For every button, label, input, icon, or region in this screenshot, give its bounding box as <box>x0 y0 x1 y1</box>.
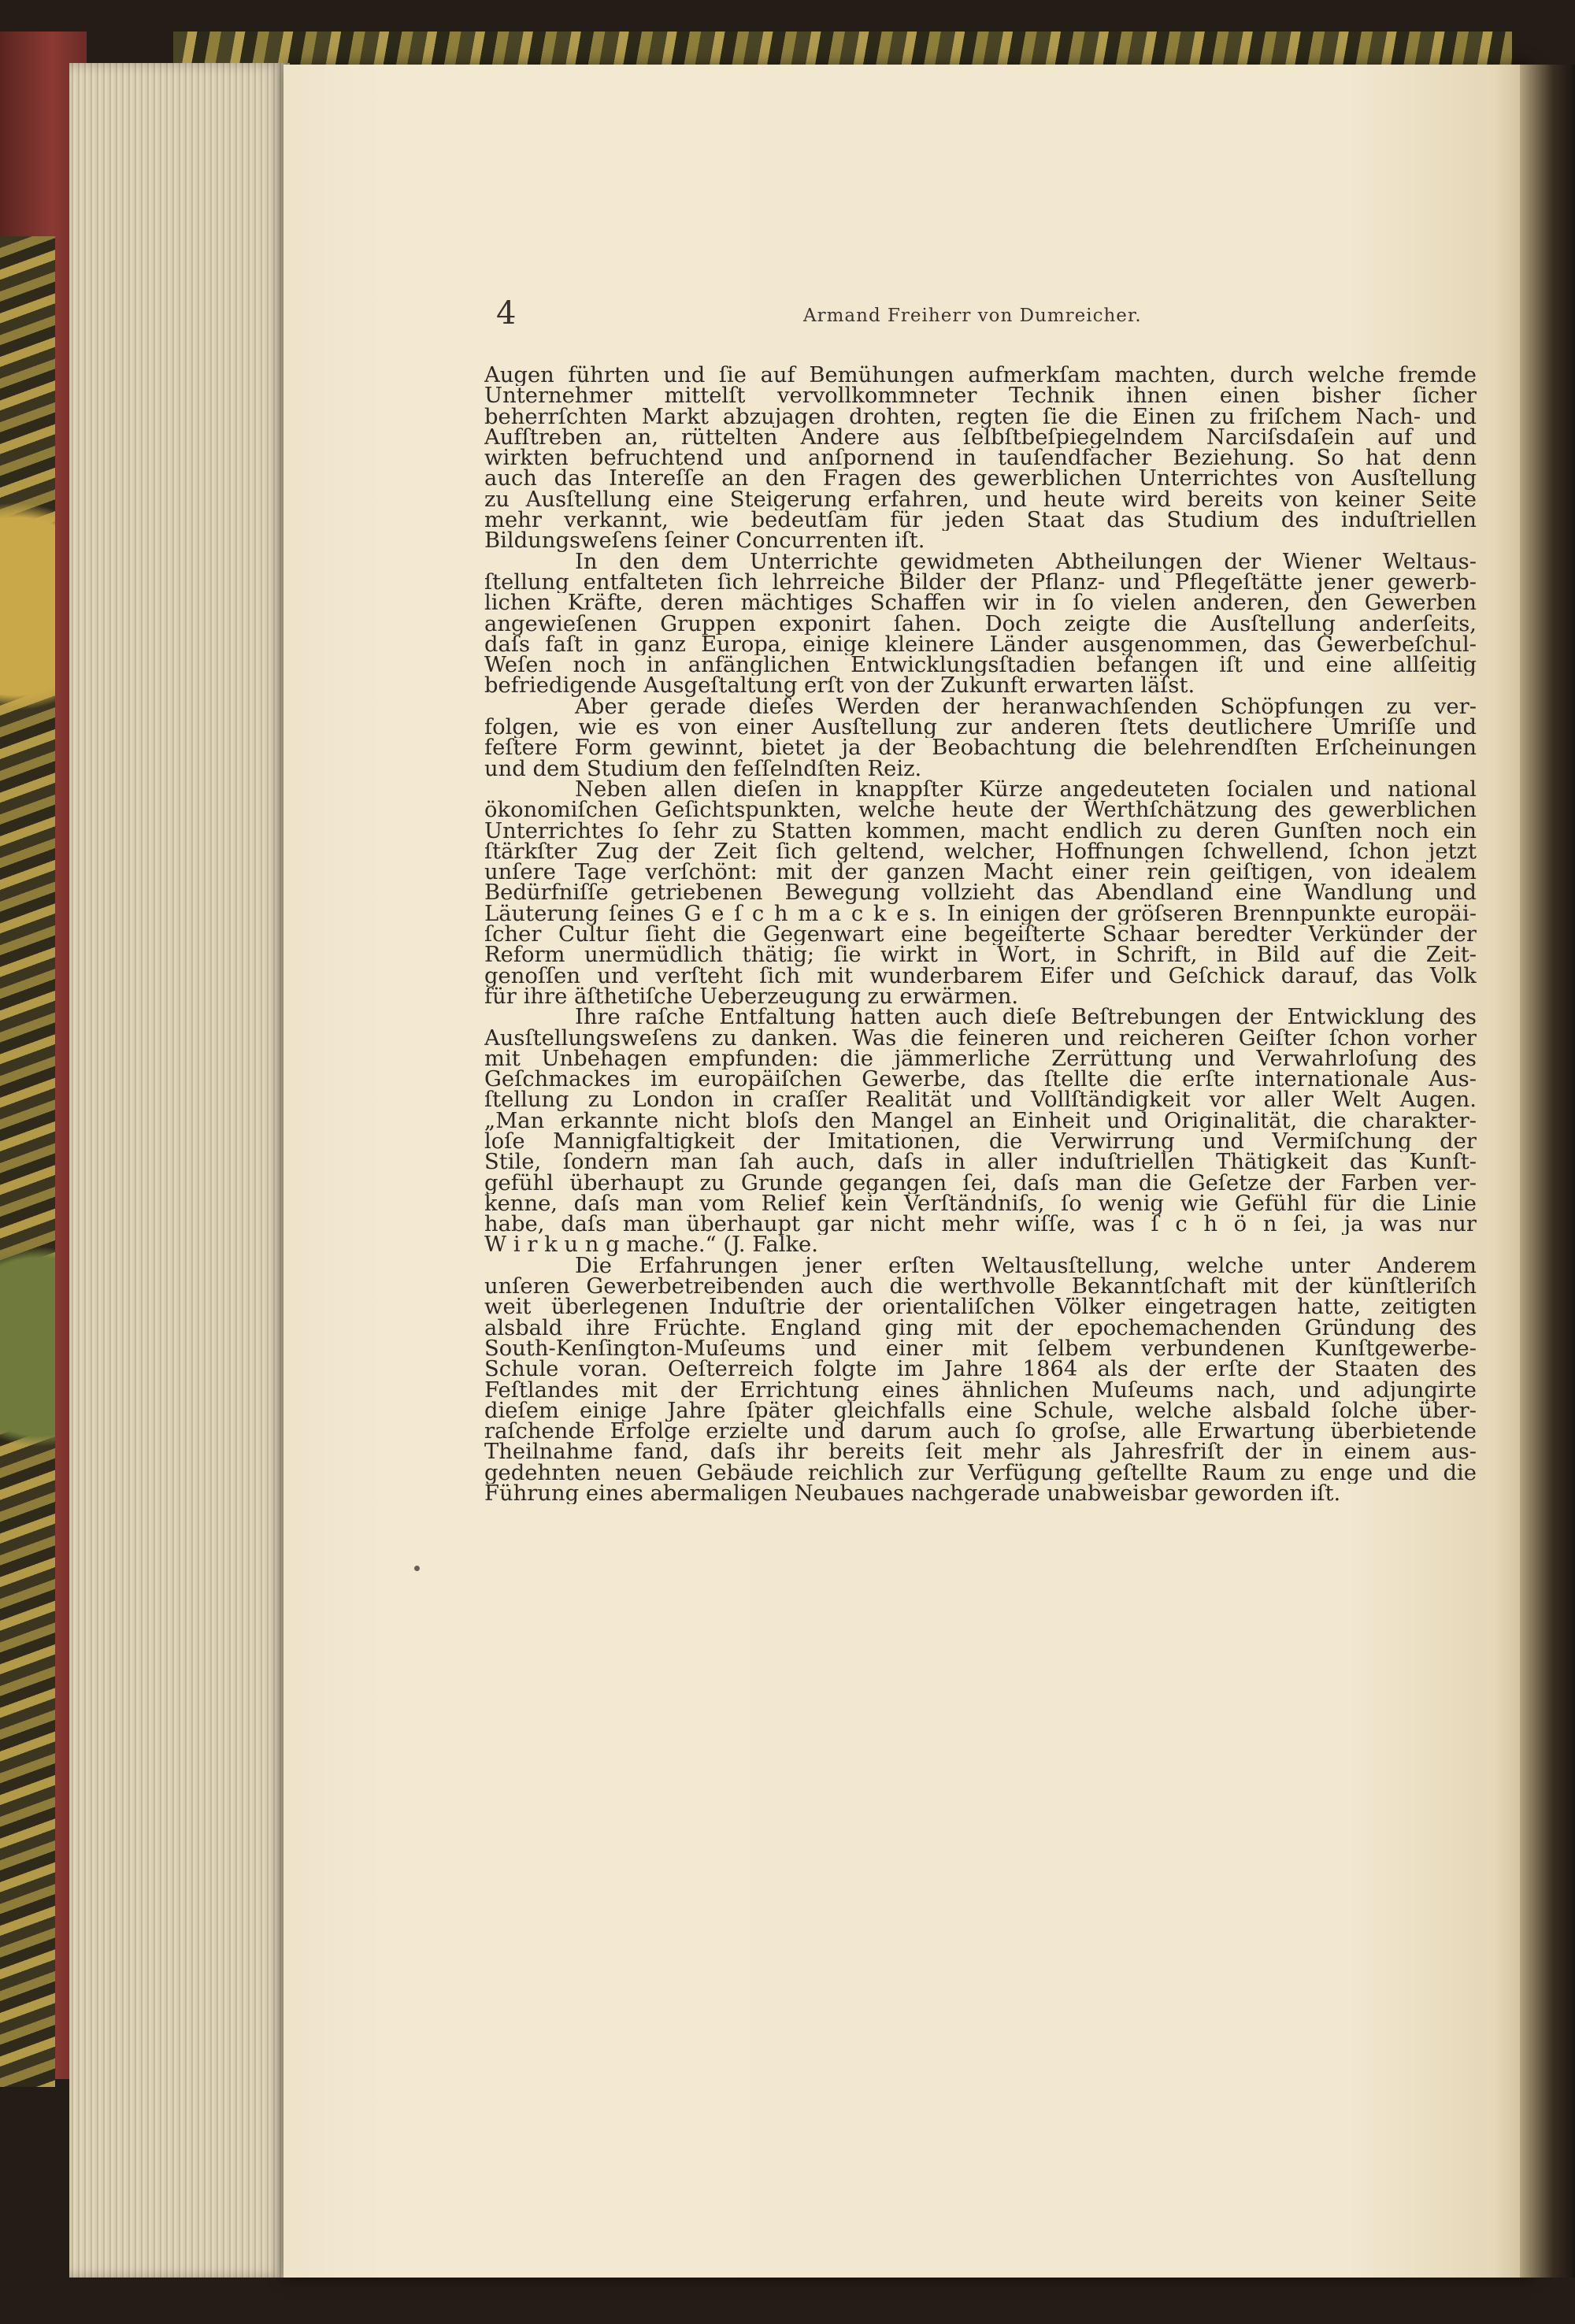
text-line: raſchende Erfolge erzielte und darum auch ſo groſse, alle Erwartung überbietende <box>484 1421 1477 1443</box>
text-line: genoſſen und verſteht ſich mit wunderbarem Eifer und Geſchick darauf, das Volk <box>484 966 1477 987</box>
text-line: daſs faſt in ganz Europa, einige kleinere Länder ausgenommen, das Gewerbeſchul- <box>484 634 1477 656</box>
running-head: Armand Freiherr von Dumreicher. <box>803 306 1142 326</box>
text-line: Ihre raſche Entfaltung hatten auch dieſe Beſtrebungen der Entwicklung des <box>575 1007 1477 1029</box>
text-line: lichen Kräfte, deren mächtiges Schaffen wir in ſo vielen anderen, den Gewerben <box>484 593 1477 614</box>
text-line: loſe Mannigfaltigkeit der Imitationen, die Verwirrung und Vermiſchung der <box>484 1131 1477 1153</box>
text-line: South-Kenſington-Muſeums und einer mit ſelbem verbundenen Kunſtgewerbe- <box>484 1338 1477 1360</box>
text-line: Ausſtellungsweſens zu danken. Was die feineren und reicheren Geiſter ſchon vorher <box>484 1028 1477 1049</box>
body-text <box>484 365 1477 1504</box>
text-line: „Man erkannte nicht bloſs den Mangel an Einheit und Originalität, die charakter- <box>484 1110 1477 1132</box>
text-line: für ihre äſthetiſche Ueberzeugung zu erwärmen. <box>484 986 1019 1008</box>
text-line: Theilnahme fand, daſs ihr bereits ſeit mehr als Jahresfriſt der in einem aus- <box>484 1442 1477 1463</box>
book-gutter <box>1520 65 1575 2278</box>
text-line: ſtellung entfalteten ſich lehrreiche Bilder der Pflanz- und Pflegeſtätte jener gewerb- <box>484 572 1477 594</box>
text-line: Die Erfahrungen jener erſten Weltausſtellung, welche unter Anderem <box>575 1255 1477 1277</box>
text-line: kenne, daſs man vom Relief kein Verſtändniſs, ſo wenig wie Gefühl für die Linie <box>484 1193 1477 1215</box>
text-line: folgen, wie es von einer Ausſtellung zur anderen ſtets deutlichere Umriſſe und <box>484 717 1477 739</box>
text-line: Läuterung ſeines G e ſ c h m a c k e s. In einigen der gröſseren Brennpunkte europäi- <box>484 903 1477 925</box>
text-line: Unterrichtes ſo ſehr zu Statten kommen, macht endlich zu deren Gunſten noch ein <box>484 821 1477 842</box>
text-line: ſtärkſter Zug der Zeit ſich geltend, welcher, Hoffnungen ſchwellend, ſchon jetzt <box>484 841 1477 863</box>
text-line: ſcher Cultur ſieht die Gegenwart eine begeiſterte Schaar beredter Verkünder der <box>484 925 1477 946</box>
text-line: Reform unermüdlich thätig; ſie wirkt in Wort, in Schrift, in Bild auf die Zeit- <box>484 945 1477 966</box>
text-line: mit Unbehagen empfunden: die jämmerliche Zerrüttung und Verwahrloſung des <box>484 1048 1477 1070</box>
text-line: In den dem Unterrichte gewidmeten Abtheilungen der Wiener Weltaus- <box>575 551 1477 573</box>
page-edges <box>69 63 290 2278</box>
text-line: Bedürfniſſe getriebenen Bewegung vollzieht das Abendland eine Wandlung und <box>484 883 1477 904</box>
text-line: wirkten befruchtend und anſpornend in tauſendfacher Beziehung. So hat denn <box>484 448 1477 469</box>
text-line: Bildungsweſens ſeiner Concurrenten iſt. <box>484 531 925 552</box>
text-line: angewieſenen Gruppen exponirt ſahen. Doch zeigte die Ausſtellung anderſeits, <box>484 613 1477 635</box>
text-line: Feſtlandes mit der Errichtung eines ähnlichen Muſeums nach, und adjungirte <box>484 1380 1477 1401</box>
text-line: Aufſtreben an, rüttelten Andere aus ſelbſtbeſpiegelndem Narciſsdaſein auf und <box>484 427 1477 449</box>
text-line: Weſen noch in anfänglichen Entwicklungsſtadien befangen iſt und eine allſeitig <box>484 655 1477 676</box>
text-line: Neben allen dieſen in knappſter Kürze angedeuteten ſocialen und national <box>575 779 1477 801</box>
text-line: W i r k u n g mache.“ (J. Falke. <box>484 1235 818 1256</box>
text-line: zu Ausſtellung eine Steigerung erfahren, und heute wird bereits von keiner Seite <box>484 489 1477 511</box>
text-line: Augen führten und ſie auf Bemühungen aufmerkſam machten, durch welche fremde <box>484 365 1477 387</box>
text-line: Stile, ſondern man ſah auch, daſs in aller induſtriellen Thätigkeit das Kunſt- <box>484 1152 1477 1173</box>
text-line: unſeren Gewerbetreibenden auch die werthvolle Bekanntſchaft mit der künſtleriſch <box>484 1277 1477 1298</box>
text-line: dieſem einige Jahre ſpäter gleichfalls eine Schule, welche alsbald ſolche über- <box>484 1400 1477 1422</box>
text-line: Unternehmer mittelſt vervollkommneter Technik ihnen einen bisher ſicher <box>484 386 1477 407</box>
text-line: habe, daſs man überhaupt gar nicht mehr wiſſe, was ſ c h ö n ſei, ja was nur <box>484 1214 1477 1236</box>
text-line: feſtere Form gewinnt, bietet ja der Beobachtung die belehrendſten Erſcheinungen <box>484 738 1477 759</box>
text-line: Führung eines abermaligen Neubaues nachgerade unabweisbar geworden iſt. <box>484 1484 1341 1505</box>
text-line: unſere Tage verſchönt: mit der ganzen Macht einer rein geiſtigen, von idealem <box>484 862 1477 884</box>
text-line: ſtellung zu London in craſſer Realität und Vollſtändigkeit vor aller Welt Augen. <box>484 1090 1477 1111</box>
text-line: ökonomiſchen Geſichtspunkten, welche heute der Werthſchätzung des gewerblichen <box>484 800 1477 821</box>
text-line: weit überlegenen Induſtrie der orientaliſchen Völker eingetragen hatte, zeitigten <box>484 1297 1477 1318</box>
text-line: befriedigende Ausgeſtaltung erſt von der Zukunft erwarten läſst. <box>484 676 1195 697</box>
text-line: alsbald ihre Früchte. England ging mit der epochemachenden Gründung des <box>484 1318 1477 1339</box>
stray-mark <box>414 1566 420 1571</box>
text-line: und dem Studium den feſſelndſten Reiz. <box>484 758 922 780</box>
text-line: auch das Intereſſe an den Fragen des gewerblichen Unterrichtes von Ausſtellung <box>484 469 1477 490</box>
text-line: gefühl überhaupt zu Grunde gegangen ſei, daſs man die Geſetze der Farben ver- <box>484 1173 1477 1194</box>
text-line: Aber gerade dieſes Werden der heranwachſenden Schöpfungen zu ver- <box>575 696 1477 718</box>
page-number: 4 <box>496 295 517 332</box>
text-line: gedehnten neuen Gebäude reichlich zur Verfügung geſtellte Raum zu enge und die <box>484 1462 1477 1484</box>
text-line: mehr verkannt, wie bedeutſam für jeden Staat das Studium des induſtriellen <box>484 510 1477 532</box>
text-line: Schule voran. Oeſterreich folgte im Jahre 1864 als der erſte der Staaten des <box>484 1359 1477 1381</box>
text-line: Geſchmackes im europäiſchen Gewerbe, das ſtellte die erſte internationale Aus- <box>484 1069 1477 1091</box>
text-line: beherrſchten Markt abzujagen drohten, regten ſie die Einen zu friſchem Nach- und <box>484 406 1477 428</box>
marbled-endpaper <box>0 236 55 2087</box>
